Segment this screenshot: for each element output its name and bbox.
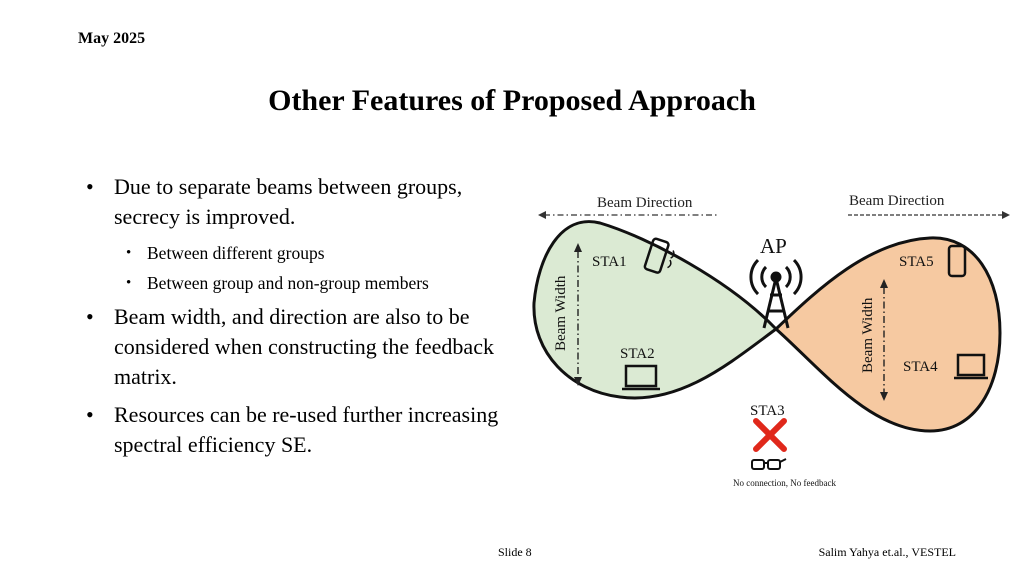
beam-width-left-label: Beam Width [553,275,569,351]
beamforming-diagram [530,183,1020,493]
bullet-item [86,172,506,232]
right-beam-lobe [776,238,1000,431]
header-date: May 2025 [78,30,146,47]
bullet-dot-icon: • [86,304,94,329]
sub-bullet-text: Between group and non-group members [147,273,429,293]
sta4-label: STA4 [903,359,938,375]
sub-bullet-item [114,270,506,296]
slide-number: Slide 8 [498,545,532,559]
bullet-text: Beam width, and direction are also to be considered when constructing the feedback matrix. [114,304,494,389]
bullet-dot-icon: • [126,245,132,261]
footer-author: Salim Yahya et.al., VESTEL [818,545,956,559]
beam-width-right-label: Beam Width [860,297,876,373]
bullet-item [86,302,506,392]
bullet-text: Due to separate beams between groups, secrecy is improved. [114,174,463,229]
sta3-glasses-icon [752,459,786,469]
sub-bullet-text: Between different groups [147,243,325,263]
sub-bullet-list [86,240,506,296]
no-connection-cross-icon [756,421,784,449]
ap-label: AP [760,234,787,258]
bullet-dot-icon: • [86,174,94,199]
sta1-label: STA1 [592,254,627,270]
no-connection-label: No connection, No feedback [733,478,836,488]
bullet-item [86,400,506,460]
sta5-label: STA5 [899,254,934,270]
beam-direction-right-label: Beam Direction [849,193,945,209]
bullet-text: Resources can be re-used further increasing spectral efficiency SE. [114,402,499,457]
bullet-list [86,172,506,468]
sta2-label: STA2 [620,346,655,362]
bullet-dot-icon: • [126,275,132,291]
arrow-head-left-icon [538,211,546,219]
slide-title: Other Features of Proposed Approach [268,84,756,117]
bullet-dot-icon: • [86,402,94,427]
sta3-label: STA3 [750,403,785,419]
arrow-head-right-icon [1002,211,1010,219]
beam-direction-left-label: Beam Direction [597,195,693,211]
sub-bullet-item [114,240,506,266]
